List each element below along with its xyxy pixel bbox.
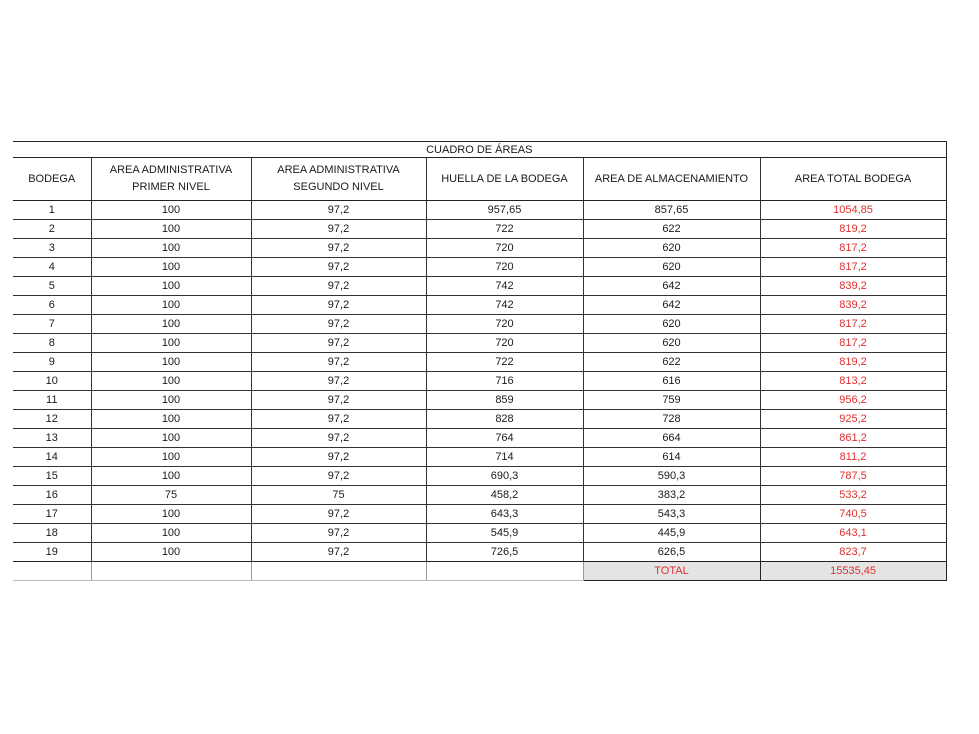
cell-admin-second-level: 75 xyxy=(251,486,426,505)
cell-admin-first-level: 100 xyxy=(91,334,251,353)
cell-total-area: 817,2 xyxy=(760,239,946,258)
cell-admin-second-level: 97,2 xyxy=(251,372,426,391)
cell-storage: 445,9 xyxy=(583,524,760,543)
cell-admin-second-level: 97,2 xyxy=(251,315,426,334)
cell-admin-first-level: 100 xyxy=(91,372,251,391)
cell-bodega: 9 xyxy=(13,353,91,372)
cell-footprint: 957,65 xyxy=(426,201,583,220)
cell-admin-first-level: 100 xyxy=(91,296,251,315)
cell-total-area: 823,7 xyxy=(760,543,946,562)
cell-bodega: 13 xyxy=(13,429,91,448)
areas-sheet xyxy=(13,141,946,581)
cell-admin-second-level: 97,2 xyxy=(251,391,426,410)
total-row xyxy=(13,562,946,581)
cell-footprint: 716 xyxy=(426,372,583,391)
total-label: TOTAL xyxy=(583,562,760,581)
cell-admin-second-level: 97,2 xyxy=(251,410,426,429)
cell-admin-second-level: 97,2 xyxy=(251,296,426,315)
cell-storage: 383,2 xyxy=(583,486,760,505)
cell-footprint: 828 xyxy=(426,410,583,429)
cell-admin-second-level: 97,2 xyxy=(251,467,426,486)
cell-total-area: 1054,85 xyxy=(760,201,946,220)
total-value: 15535,45 xyxy=(760,562,946,581)
cell-admin-second-level: 97,2 xyxy=(251,448,426,467)
table-row xyxy=(13,448,946,467)
cell-total-area: 839,2 xyxy=(760,296,946,315)
table-title: CUADRO DE ÁREAS xyxy=(13,142,946,158)
cell-total-area: 533,2 xyxy=(760,486,946,505)
cell-total-area: 817,2 xyxy=(760,315,946,334)
cell-admin-first-level: 100 xyxy=(91,220,251,239)
cell-storage: 642 xyxy=(583,296,760,315)
cell-bodega: 3 xyxy=(13,239,91,258)
cell-storage: 642 xyxy=(583,277,760,296)
cell-admin-first-level: 100 xyxy=(91,448,251,467)
table-row xyxy=(13,410,946,429)
cell-total-area: 817,2 xyxy=(760,334,946,353)
cell-bodega: 2 xyxy=(13,220,91,239)
cell-bodega: 8 xyxy=(13,334,91,353)
cell-bodega: 18 xyxy=(13,524,91,543)
cell-bodega: 19 xyxy=(13,543,91,562)
cell-storage: 857,65 xyxy=(583,201,760,220)
table-body xyxy=(13,201,946,562)
header-admin-first-level-line1: AREA ADMINISTRATIVA xyxy=(109,164,233,176)
cell-storage: 620 xyxy=(583,315,760,334)
cell-admin-second-level: 97,2 xyxy=(251,277,426,296)
cell-admin-first-level: 75 xyxy=(91,486,251,505)
cell-total-area: 811,2 xyxy=(760,448,946,467)
cell-footprint: 720 xyxy=(426,334,583,353)
table-row xyxy=(13,277,946,296)
cell-total-area: 925,2 xyxy=(760,410,946,429)
header-admin-first-level-line2: PRIMER NIVEL xyxy=(132,181,210,193)
cell-storage: 664 xyxy=(583,429,760,448)
cell-footprint: 714 xyxy=(426,448,583,467)
cell-bodega: 10 xyxy=(13,372,91,391)
cell-footprint: 726,5 xyxy=(426,543,583,562)
cell-admin-first-level: 100 xyxy=(91,429,251,448)
cell-admin-first-level: 100 xyxy=(91,543,251,562)
cell-bodega: 16 xyxy=(13,486,91,505)
table-row xyxy=(13,315,946,334)
title-row xyxy=(13,142,946,158)
table-row xyxy=(13,353,946,372)
cell-footprint: 690,3 xyxy=(426,467,583,486)
table-row xyxy=(13,258,946,277)
cell-footprint: 722 xyxy=(426,220,583,239)
cell-bodega: 17 xyxy=(13,505,91,524)
cell-footprint: 720 xyxy=(426,258,583,277)
cell-bodega: 1 xyxy=(13,201,91,220)
cell-bodega: 6 xyxy=(13,296,91,315)
table-row xyxy=(13,543,946,562)
cell-storage: 622 xyxy=(583,353,760,372)
cell-total-area: 787,5 xyxy=(760,467,946,486)
cell-storage: 620 xyxy=(583,334,760,353)
cell-bodega: 12 xyxy=(13,410,91,429)
cell-footprint: 720 xyxy=(426,239,583,258)
cell-admin-second-level: 97,2 xyxy=(251,505,426,524)
cell-footprint: 722 xyxy=(426,353,583,372)
cell-bodega: 5 xyxy=(13,277,91,296)
cell-storage: 543,3 xyxy=(583,505,760,524)
table-row xyxy=(13,201,946,220)
cell-admin-first-level: 100 xyxy=(91,410,251,429)
cell-total-area: 861,2 xyxy=(760,429,946,448)
cell-footprint: 764 xyxy=(426,429,583,448)
header-admin-second-level-line1: AREA ADMINISTRATIVA xyxy=(277,164,400,176)
cell-footprint: 742 xyxy=(426,296,583,315)
table-row xyxy=(13,239,946,258)
cell-storage: 614 xyxy=(583,448,760,467)
header-storage: AREA DE ALMACENAMIENTO xyxy=(583,158,760,201)
cell-storage: 728 xyxy=(583,410,760,429)
cell-admin-first-level: 100 xyxy=(91,505,251,524)
cell-bodega: 11 xyxy=(13,391,91,410)
table-row xyxy=(13,467,946,486)
total-empty-cell xyxy=(426,562,583,581)
header-footprint: HUELLA DE LA BODEGA xyxy=(426,158,583,201)
cell-total-area: 740,5 xyxy=(760,505,946,524)
cell-total-area: 813,2 xyxy=(760,372,946,391)
cell-admin-first-level: 100 xyxy=(91,277,251,296)
cell-admin-first-level: 100 xyxy=(91,201,251,220)
header-total-area: AREA TOTAL BODEGA xyxy=(760,158,946,201)
cell-storage: 622 xyxy=(583,220,760,239)
cell-admin-second-level: 97,2 xyxy=(251,201,426,220)
header-admin-second-level-line2: SEGUNDO NIVEL xyxy=(293,181,384,193)
cell-storage: 626,5 xyxy=(583,543,760,562)
cell-storage: 620 xyxy=(583,258,760,277)
areas-table xyxy=(13,141,947,581)
header-admin-second-level xyxy=(251,158,426,201)
table-row xyxy=(13,505,946,524)
cell-bodega: 7 xyxy=(13,315,91,334)
header-row xyxy=(13,158,946,201)
cell-admin-second-level: 97,2 xyxy=(251,220,426,239)
cell-bodega: 4 xyxy=(13,258,91,277)
table-row xyxy=(13,391,946,410)
table-row xyxy=(13,220,946,239)
table-row xyxy=(13,524,946,543)
cell-admin-second-level: 97,2 xyxy=(251,239,426,258)
cell-admin-second-level: 97,2 xyxy=(251,334,426,353)
table-row xyxy=(13,429,946,448)
cell-total-area: 839,2 xyxy=(760,277,946,296)
cell-footprint: 859 xyxy=(426,391,583,410)
cell-footprint: 545,9 xyxy=(426,524,583,543)
cell-admin-second-level: 97,2 xyxy=(251,429,426,448)
table-row xyxy=(13,486,946,505)
cell-bodega: 15 xyxy=(13,467,91,486)
cell-total-area: 643,1 xyxy=(760,524,946,543)
cell-total-area: 817,2 xyxy=(760,258,946,277)
cell-admin-first-level: 100 xyxy=(91,467,251,486)
table-row xyxy=(13,372,946,391)
cell-bodega: 14 xyxy=(13,448,91,467)
cell-admin-second-level: 97,2 xyxy=(251,258,426,277)
cell-admin-first-level: 100 xyxy=(91,524,251,543)
cell-total-area: 819,2 xyxy=(760,220,946,239)
cell-total-area: 819,2 xyxy=(760,353,946,372)
cell-admin-second-level: 97,2 xyxy=(251,524,426,543)
cell-admin-second-level: 97,2 xyxy=(251,353,426,372)
table-row xyxy=(13,334,946,353)
cell-storage: 590,3 xyxy=(583,467,760,486)
total-empty-cell xyxy=(13,562,91,581)
total-empty-cell xyxy=(91,562,251,581)
table-row xyxy=(13,296,946,315)
header-bodega: BODEGA xyxy=(13,158,91,201)
cell-footprint: 643,3 xyxy=(426,505,583,524)
cell-admin-first-level: 100 xyxy=(91,258,251,277)
cell-admin-first-level: 100 xyxy=(91,391,251,410)
cell-storage: 616 xyxy=(583,372,760,391)
cell-admin-first-level: 100 xyxy=(91,315,251,334)
cell-storage: 759 xyxy=(583,391,760,410)
cell-admin-first-level: 100 xyxy=(91,239,251,258)
cell-admin-first-level: 100 xyxy=(91,353,251,372)
total-empty-cell xyxy=(251,562,426,581)
cell-storage: 620 xyxy=(583,239,760,258)
header-admin-first-level xyxy=(91,158,251,201)
cell-footprint: 720 xyxy=(426,315,583,334)
cell-total-area: 956,2 xyxy=(760,391,946,410)
cell-footprint: 742 xyxy=(426,277,583,296)
cell-footprint: 458,2 xyxy=(426,486,583,505)
cell-admin-second-level: 97,2 xyxy=(251,543,426,562)
